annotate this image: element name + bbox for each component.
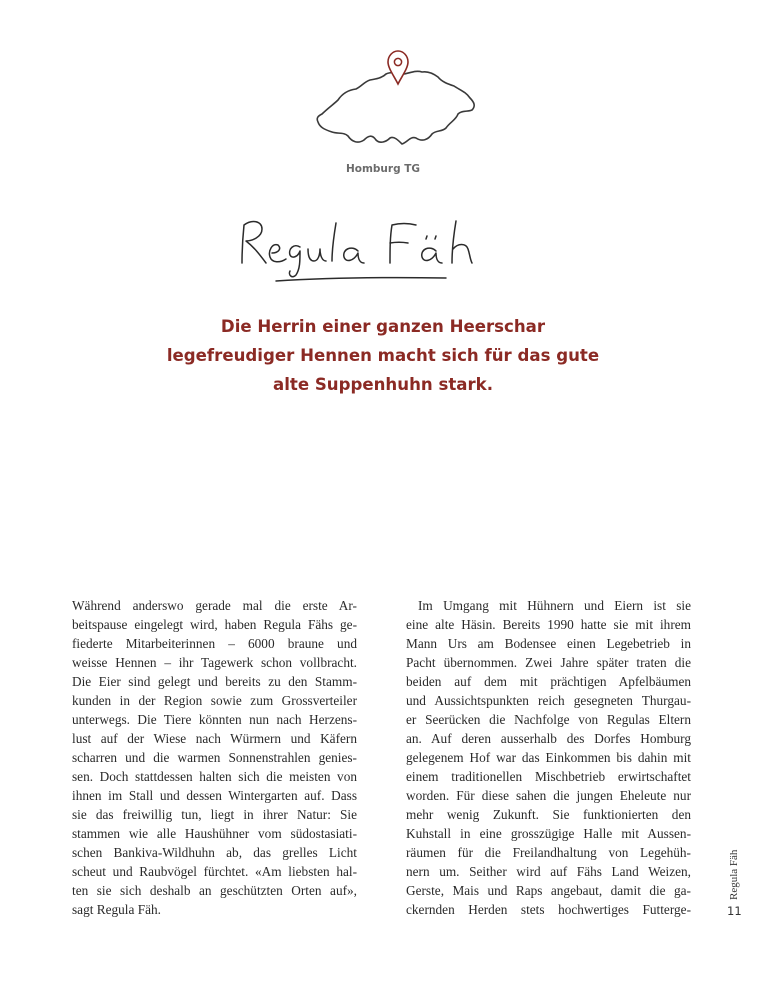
text-line: Kuhstall in eine grosszügige Halle mit Aussen- <box>406 826 691 841</box>
text-line: an. Auf deren ausserhalb des Dorfes Homburg <box>406 731 691 746</box>
body-column-right <box>406 596 691 919</box>
text-line: lust auf der Wiese nach Würmern und Käfern <box>72 731 357 746</box>
location-label: Homburg TG <box>345 163 421 175</box>
body-column-left <box>72 596 357 919</box>
page-number: 11 <box>727 904 742 918</box>
text-line: beitspause eingelegt wird, haben Regula Fähs ge- <box>72 617 357 632</box>
text-line: schen Bankiva-Wildhuhn ab, das grelles Licht <box>72 845 357 860</box>
running-head: Regula Fäh <box>728 849 740 900</box>
text-line: Gerste, Mais und Raps angebaut, damit die ga- <box>406 883 691 898</box>
text-line: mehr wenig Zukunft. Sie funktionierten den <box>406 807 691 822</box>
text-line: Pacht übernommen. Zwei Jahre später traten die <box>406 655 691 670</box>
text-line: einem traditionellen Mischbetrieb erwirtschaftet <box>406 769 691 784</box>
lead-paragraph <box>0 312 766 399</box>
text-line: eine alte Häsin. Bereits 1990 hatte sie mit ihrem <box>406 617 691 632</box>
text-line: Die Eier sind gelegt und bereits zu den Stamm- <box>72 674 357 689</box>
text-line: sie das freiwillig tun, liegt in ihrer Natur: Sie <box>72 807 357 822</box>
handwritten-signature <box>232 205 492 287</box>
lead-line: alte Suppenhuhn stark. <box>273 375 493 394</box>
switzerland-outline <box>317 71 474 144</box>
location-pin-icon <box>388 51 408 84</box>
text-line: räumen für die Freilandhaltung von Legehüh- <box>406 845 691 860</box>
text-line: Im Umgang mit Hühnern und Eiern ist sie <box>418 598 691 613</box>
text-line: nern um. Seither wird auf Fähs Land Weizen, <box>406 864 691 879</box>
text-line: unterwegs. Die Tiere könnten nun nach Herzens- <box>72 712 357 727</box>
text-line: beiden auf dem mit prächtigen Apfelbäumen <box>406 674 691 689</box>
lead-line: legefreudiger Hennen macht sich für das gute <box>166 346 600 365</box>
text-line: Während anderswo gerade mal die erste Ar- <box>72 598 357 613</box>
text-line: gelegenem Hof war das Einkommen bis dahin mit <box>406 750 691 765</box>
text-line: Mann Urs am Bodensee einen Legebetrieb in <box>406 636 691 651</box>
text-line: ckernden Herden stets hochwertiges Futterge- <box>406 902 691 917</box>
text-line: er Seerücken die Nachfolge von Regulas Eltern <box>406 712 691 727</box>
switzerland-map-icon <box>298 44 498 156</box>
text-line: scharren und die warmen Sonnenstrahlen genies- <box>72 750 357 765</box>
lead-line: Die Herrin einer ganzen Heerschar <box>220 317 546 336</box>
text-line: ten sie sich deshalb an geschützten Orten auf», <box>72 883 357 898</box>
text-line: scheut und Raubvögel fürchtet. «Am liebsten hal- <box>72 864 357 879</box>
text-line: und Aussichtspunkten reich gesegneten Thurgau- <box>406 693 691 708</box>
text-line: weisse Hennen – ihr Tagewerk schon vollbracht. <box>72 655 357 670</box>
text-line: kunden in der Region sowie zum Grossverteiler <box>72 693 357 708</box>
text-line: sagt Regula Fäh. <box>72 902 162 917</box>
text-line: ihnen im Stall und dessen Wintergarten auf. Dass <box>72 788 357 803</box>
text-line: sen. Doch stattdessen halten sich die meisten von <box>72 769 357 784</box>
text-line: fiederte Mitarbeiterinnen – 6000 braune und <box>72 636 357 651</box>
text-line: worden. Für diese sahen die jungen Eheleute nur <box>406 788 691 803</box>
text-line: stammen wie alle Haushühner vom südostasiati- <box>72 826 357 841</box>
